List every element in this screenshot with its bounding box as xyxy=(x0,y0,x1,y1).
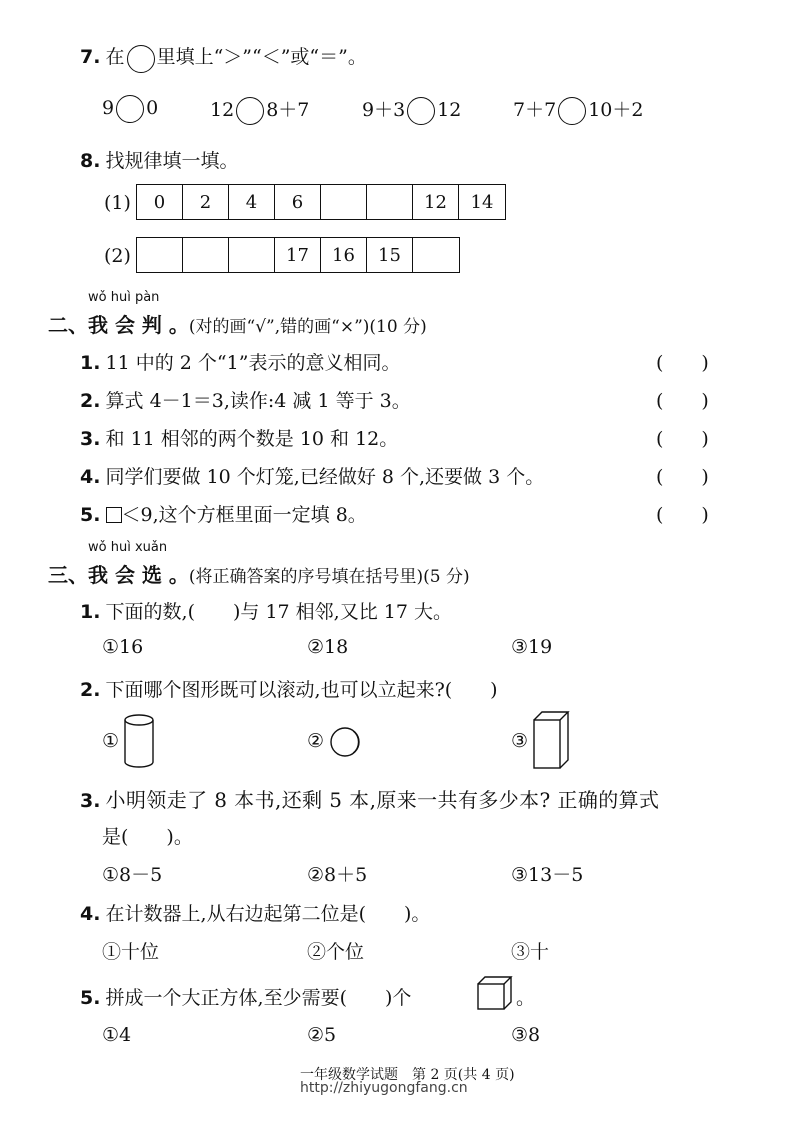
q7-item-right: 8＋7 xyxy=(266,99,310,121)
seq-cell-blank[interactable] xyxy=(413,238,459,272)
blank-circle[interactable] xyxy=(558,97,586,125)
item-text: 算式 4－1＝3,读作:4 减 1 等于 3。 xyxy=(105,390,411,412)
option-2[interactable]: ②个位 xyxy=(307,941,365,963)
answer-paren[interactable]: ( ) xyxy=(656,428,709,450)
cylinder-icon xyxy=(122,713,156,769)
option-2[interactable]: ②5 xyxy=(307,1024,337,1046)
q7-number: 7. xyxy=(80,46,101,68)
seq-cell-blank[interactable] xyxy=(137,238,183,272)
q7-stem xyxy=(80,42,367,73)
q7-item-left: 9 xyxy=(102,97,115,119)
square-box-icon xyxy=(106,507,122,523)
option-1[interactable]: ①十位 xyxy=(102,941,160,963)
option-label: ③ xyxy=(511,730,529,752)
item-number: 1. xyxy=(80,352,101,374)
seq-cell-blank[interactable] xyxy=(229,238,275,272)
item-number: 2. xyxy=(80,390,101,412)
q7-text-after: 里填上“＞”“＜”或“＝”。 xyxy=(156,46,367,68)
section3-title: 三、我 会 选 。 xyxy=(48,563,189,587)
sphere-icon xyxy=(327,726,363,758)
seq-cell: 16 xyxy=(321,238,367,272)
seq-cell: 2 xyxy=(183,185,229,219)
item-text: 同学们要做 10 个灯笼,已经做好 8 个,还要做 3 个。 xyxy=(105,466,545,488)
option-2[interactable]: ②8＋5 xyxy=(307,864,368,886)
cube-icon xyxy=(476,975,516,1011)
q8-row2-label: (2) xyxy=(104,245,131,267)
item-number: 3. xyxy=(80,790,101,812)
q8-row1-label: (1) xyxy=(104,192,131,214)
option-2[interactable] xyxy=(307,730,324,752)
seq-cell: 14 xyxy=(470,191,494,213)
q8-number: 8. xyxy=(80,150,101,172)
q8-stem xyxy=(80,146,239,173)
section2-note: (对的画“√”,错的画“×”)(10 分) xyxy=(188,317,427,337)
choice-q4 xyxy=(80,899,430,926)
seq-cell: 17 xyxy=(275,238,321,272)
item-number: 4. xyxy=(80,903,101,925)
seq-cell-blank[interactable] xyxy=(367,185,413,219)
judge-item-4 xyxy=(80,462,544,489)
option-3[interactable]: ③13－5 xyxy=(511,864,584,886)
option-1[interactable]: ①16 xyxy=(102,636,144,658)
q7-item-4 xyxy=(513,95,643,125)
seq-cell: 0 xyxy=(137,185,183,219)
option-label: ① xyxy=(102,730,120,752)
item-number: 4. xyxy=(80,466,101,488)
option-3[interactable]: ③8 xyxy=(511,1024,541,1046)
option-1[interactable]: ①4 xyxy=(102,1024,132,1046)
item-text-end: 。 xyxy=(516,987,536,1009)
section3-note: (将正确答案的序号填在括号里)(5 分) xyxy=(188,567,470,587)
q7-item-2 xyxy=(210,95,309,125)
judge-item-1 xyxy=(80,348,400,375)
q7-item-3 xyxy=(362,95,461,125)
cuboid-icon xyxy=(532,710,572,770)
section2-header xyxy=(48,309,427,338)
item-text: 小明领走了 8 本书,还剩 5 本,原来一共有多少本? 正确的算式 xyxy=(105,788,660,812)
q7-item-right: 0 xyxy=(146,97,159,119)
answer-paren[interactable]: ( ) xyxy=(656,390,709,412)
judge-item-3 xyxy=(80,424,398,451)
item-number: 5. xyxy=(80,987,101,1009)
answer-paren[interactable]: ( ) xyxy=(656,352,709,374)
answer-paren[interactable]: ( ) xyxy=(656,466,709,488)
option-1[interactable] xyxy=(102,730,119,752)
seq-cell-blank[interactable] xyxy=(183,238,229,272)
judge-item-5 xyxy=(80,500,367,527)
blank-circle[interactable] xyxy=(116,95,144,123)
watermark-url: http://zhiyugongfang.cn xyxy=(300,1080,468,1096)
choice-q1 xyxy=(80,597,452,624)
seq-cell: 4 xyxy=(229,185,275,219)
item-text: 和 11 相邻的两个数是 10 和 12。 xyxy=(105,428,399,450)
option-2[interactable]: ②18 xyxy=(307,636,349,658)
q7-item-1 xyxy=(102,95,158,123)
blank-circle[interactable] xyxy=(127,45,155,73)
option-3[interactable] xyxy=(511,730,528,752)
blank-circle[interactable] xyxy=(407,97,435,125)
item-text: 在计数器上,从右边起第二位是( )。 xyxy=(105,903,431,925)
item-text-continued: 是( )。 xyxy=(102,826,193,848)
item-text: ＜9,这个方框里面一定填 8。 xyxy=(121,504,367,526)
choice-q5 xyxy=(80,983,411,1010)
q7-item-left: 12 xyxy=(210,99,235,121)
seq-cell-blank[interactable] xyxy=(321,185,367,219)
item-text: 下面哪个图形既可以滚动,也可以立起来?( ) xyxy=(105,679,498,701)
q7-item-right: 10＋2 xyxy=(588,99,644,121)
section3-pinyin: wǒ huì xuǎn xyxy=(88,540,168,555)
option-3[interactable]: ③十 xyxy=(511,941,550,963)
judge-item-2 xyxy=(80,386,411,413)
option-3[interactable]: ③19 xyxy=(511,636,553,658)
item-text: 下面的数,( )与 17 相邻,又比 17 大。 xyxy=(105,601,452,623)
q7-item-left: 9＋3 xyxy=(362,99,406,121)
item-text: 拼成一个大正方体,至少需要( )个 xyxy=(105,987,412,1009)
choice-q2 xyxy=(80,675,498,702)
option-label: ② xyxy=(307,730,325,752)
blank-circle[interactable] xyxy=(236,97,264,125)
q8-row1-sequence xyxy=(136,184,506,220)
page-footer: 一年级数学试题 第 2 页(共 4 页) xyxy=(300,1067,515,1083)
item-number: 5. xyxy=(80,504,101,526)
choice-q3 xyxy=(80,784,659,813)
section3-header xyxy=(48,559,470,588)
q7-text-before: 在 xyxy=(105,46,125,68)
section2-pinyin: wǒ huì pàn xyxy=(88,290,160,305)
answer-paren[interactable]: ( ) xyxy=(656,504,709,526)
item-text: 11 中的 2 个“1”表示的意义相同。 xyxy=(105,352,401,374)
q7-item-left: 7＋7 xyxy=(513,99,557,121)
seq-cell: 15 xyxy=(367,238,413,272)
q7-item-right: 12 xyxy=(437,99,462,121)
seq-cell: 12 xyxy=(413,185,459,219)
option-1[interactable]: ①8－5 xyxy=(102,864,163,886)
item-number: 1. xyxy=(80,601,101,623)
item-number: 2. xyxy=(80,679,101,701)
seq-cell: 6 xyxy=(275,185,321,219)
section2-title: 二、我 会 判 。 xyxy=(48,313,189,337)
q8-row2-sequence xyxy=(136,237,460,273)
item-number: 3. xyxy=(80,428,101,450)
q8-text: 找规律填一填。 xyxy=(105,150,239,172)
